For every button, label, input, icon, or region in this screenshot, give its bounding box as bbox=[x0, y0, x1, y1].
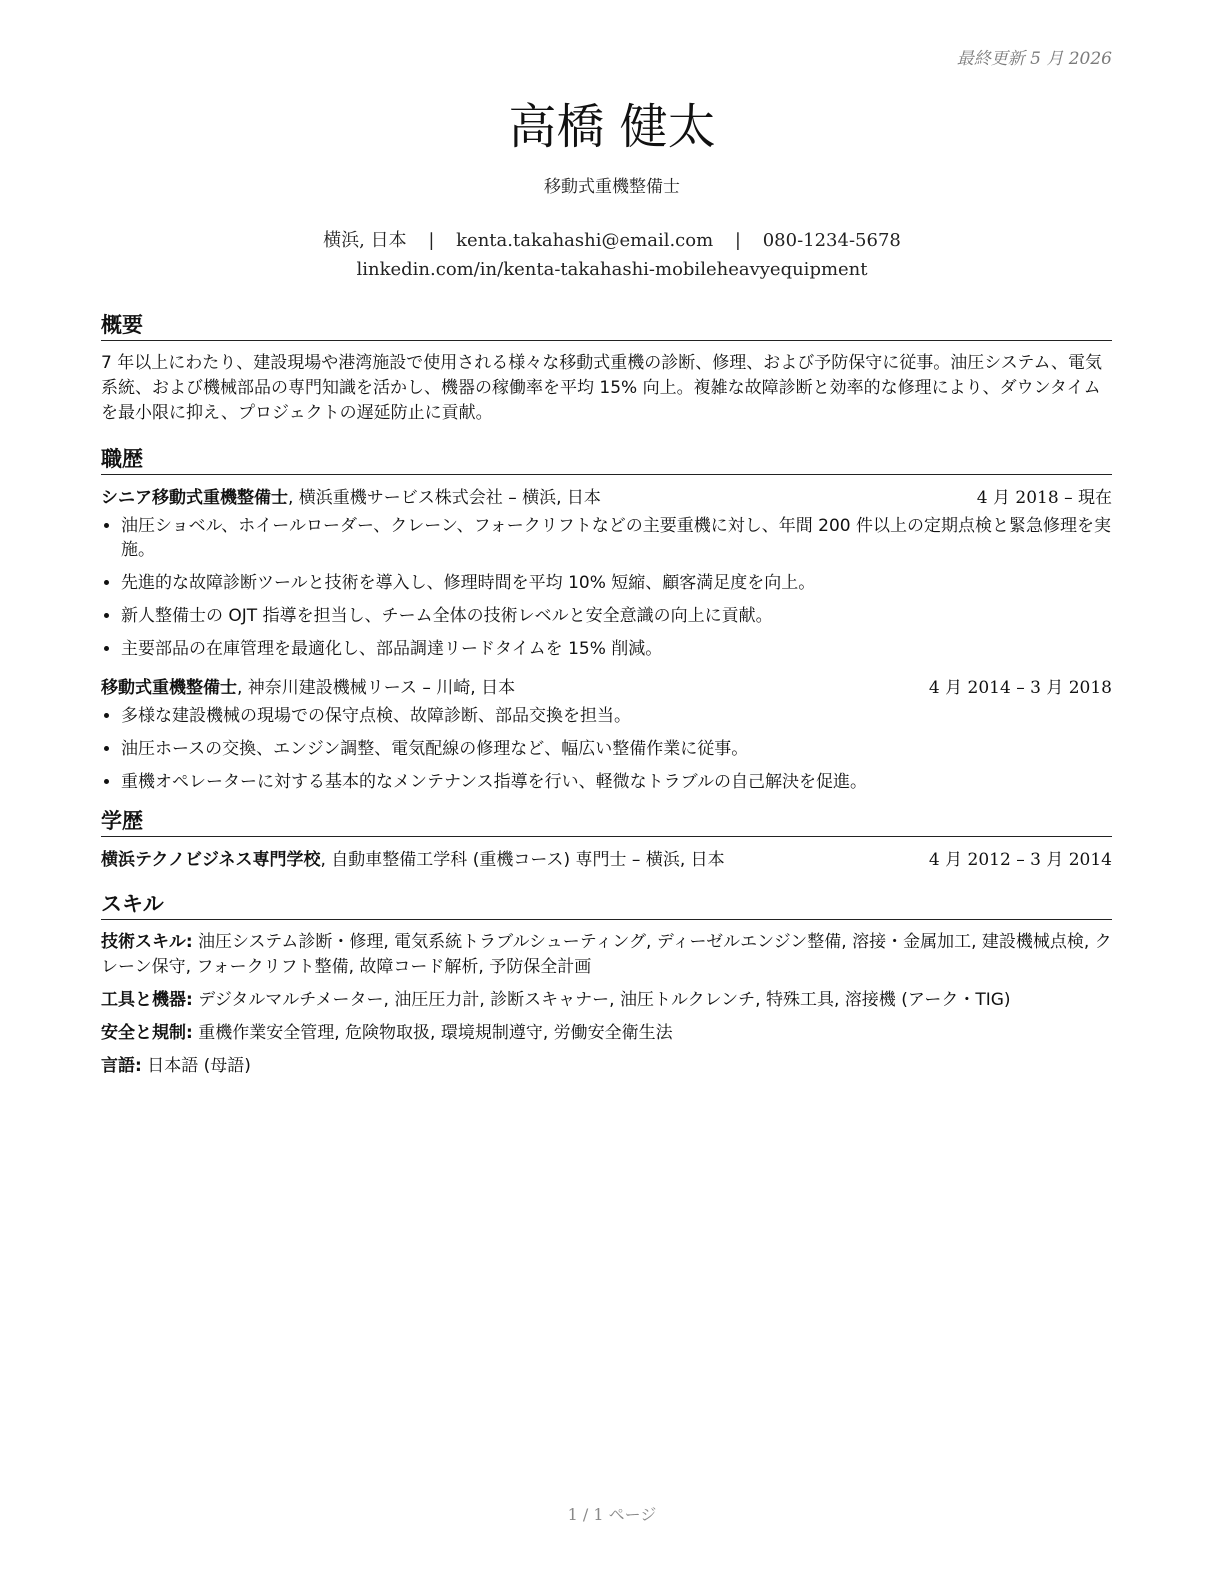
phone: 080-1234-5678 bbox=[762, 230, 901, 251]
job-bullet: • 新人整備士の OJT 指導を担当し、チーム全体の技術レベルと安全意識の向上に貢献。 bbox=[121, 604, 1112, 628]
education-dates: 4 月 2012 – 3 月 2014 bbox=[928, 850, 1112, 870]
experience-heading: 職歴 bbox=[101, 446, 1112, 475]
skill-label: 技術スキル: bbox=[101, 932, 193, 952]
skill-row bbox=[101, 930, 1112, 980]
education-heading: 学歴 bbox=[101, 808, 1112, 837]
job-bullets bbox=[101, 514, 1112, 661]
skill-label: 言語: bbox=[101, 1056, 142, 1076]
school-name: 横浜テクノビジネス専門学校 bbox=[101, 850, 321, 870]
skill-value: デジタルマルチメーター, 油圧圧力計, 診断スキャナー, 油圧トルクレンチ, 特殊工具, 溶接機 (アーク・TIG) bbox=[192, 990, 1011, 1010]
skill-row bbox=[101, 1054, 1112, 1079]
candidate-name: 高橋 健太 bbox=[508, 99, 716, 155]
job-header bbox=[101, 485, 1112, 511]
job-entry bbox=[101, 485, 1112, 661]
job-header bbox=[101, 675, 1112, 701]
job-dates: 4 月 2018 – 現在 bbox=[976, 488, 1112, 508]
job-dates: 4 月 2014 – 3 月 2018 bbox=[928, 678, 1112, 698]
job-bullet: • 油圧ショベル、ホイールローダー、クレーン、フォークリフトなどの主要重機に対し、年間 200 件以上の定期点検と緊急修理を実施。 bbox=[121, 514, 1112, 562]
summary-text: 7 年以上にわたり、建設現場や港湾施設で使用される様々な移動式重機の診断、修理、および予防保守に従事。油圧システム、電気系統、および機械部品の専門知識を活かし、機器の稼働率を平均 15% 向上。複雑な故障診断と効率的な修理により、ダウンタイムを最小限に抑え、プロジェクトの遅延防止に貢献。 bbox=[101, 353, 1103, 423]
candidate-title: 移動式重機整備士 bbox=[544, 177, 680, 197]
skill-row bbox=[101, 1021, 1112, 1046]
linkedin-link[interactable]: linkedin.com/in/kenta-takahashi-mobileheavyequipment bbox=[356, 259, 868, 280]
job-bullets bbox=[101, 704, 1112, 794]
job-company: , 横浜重機サービス株式会社 – 横浜, 日本 bbox=[288, 488, 601, 508]
separator: | bbox=[734, 230, 741, 251]
job-role: シニア移動式重機整備士 bbox=[101, 488, 288, 508]
job-role: 移動式重機整備士 bbox=[101, 678, 237, 698]
summary-heading: 概要 bbox=[101, 312, 1112, 341]
last-updated: 最終更新 5 月 2026 bbox=[956, 49, 1112, 69]
job-bullet: • 多様な建設機械の現場での保守点検、故障診断、部品交換を担当。 bbox=[121, 704, 1112, 728]
skill-value: 重機作業安全管理, 危険物取扱, 環境規制遵守, 労働安全衛生法 bbox=[192, 1023, 673, 1043]
skill-value: 油圧システム診断・修理, 電気系統トラブルシューティング, ディーゼルエンジン整備, 溶接・金属加工, 建設機械点検, クレーン保守, フォークリフト整備, 故障コード解析, 予防保全計画 bbox=[101, 932, 1112, 977]
education-entry bbox=[101, 847, 1112, 873]
job-bullet: • 油圧ホースの交換、エンジン調整、電気配線の修理など、幅広い整備作業に従事。 bbox=[121, 737, 1112, 761]
skills-heading: スキル bbox=[101, 891, 1112, 920]
separator: | bbox=[428, 230, 435, 251]
skill-label: 工具と機器: bbox=[101, 990, 193, 1010]
page-number: 1 / 1 ページ bbox=[567, 1505, 657, 1524]
resume-body bbox=[101, 312, 1112, 1087]
school-detail: , 自動車整備工学科 (重機コース) 専門士 – 横浜, 日本 bbox=[320, 850, 725, 870]
job-bullet: • 先進的な故障診断ツールと技術を導入し、修理時間を平均 10% 短縮、顧客満足度を向上。 bbox=[121, 571, 1112, 595]
location: 横浜, 日本 bbox=[323, 230, 407, 251]
contact-line bbox=[0, 226, 1224, 252]
job-bullet: • 重機オペレーターに対する基本的なメンテナンス指導を行い、軽微なトラブルの自己解決を促進。 bbox=[121, 770, 1112, 794]
job-bullet: • 主要部品の在庫管理を最適化し、部品調達リードタイムを 15% 削減。 bbox=[121, 637, 1112, 661]
skill-row bbox=[101, 988, 1112, 1013]
skill-label: 安全と規制: bbox=[101, 1023, 193, 1043]
job-entry bbox=[101, 675, 1112, 794]
email-link[interactable]: kenta.takahashi@email.com bbox=[456, 230, 714, 251]
skill-value: 日本語 (母語) bbox=[141, 1056, 251, 1076]
job-company: , 神奈川建設機械リース – 川崎, 日本 bbox=[237, 678, 516, 698]
